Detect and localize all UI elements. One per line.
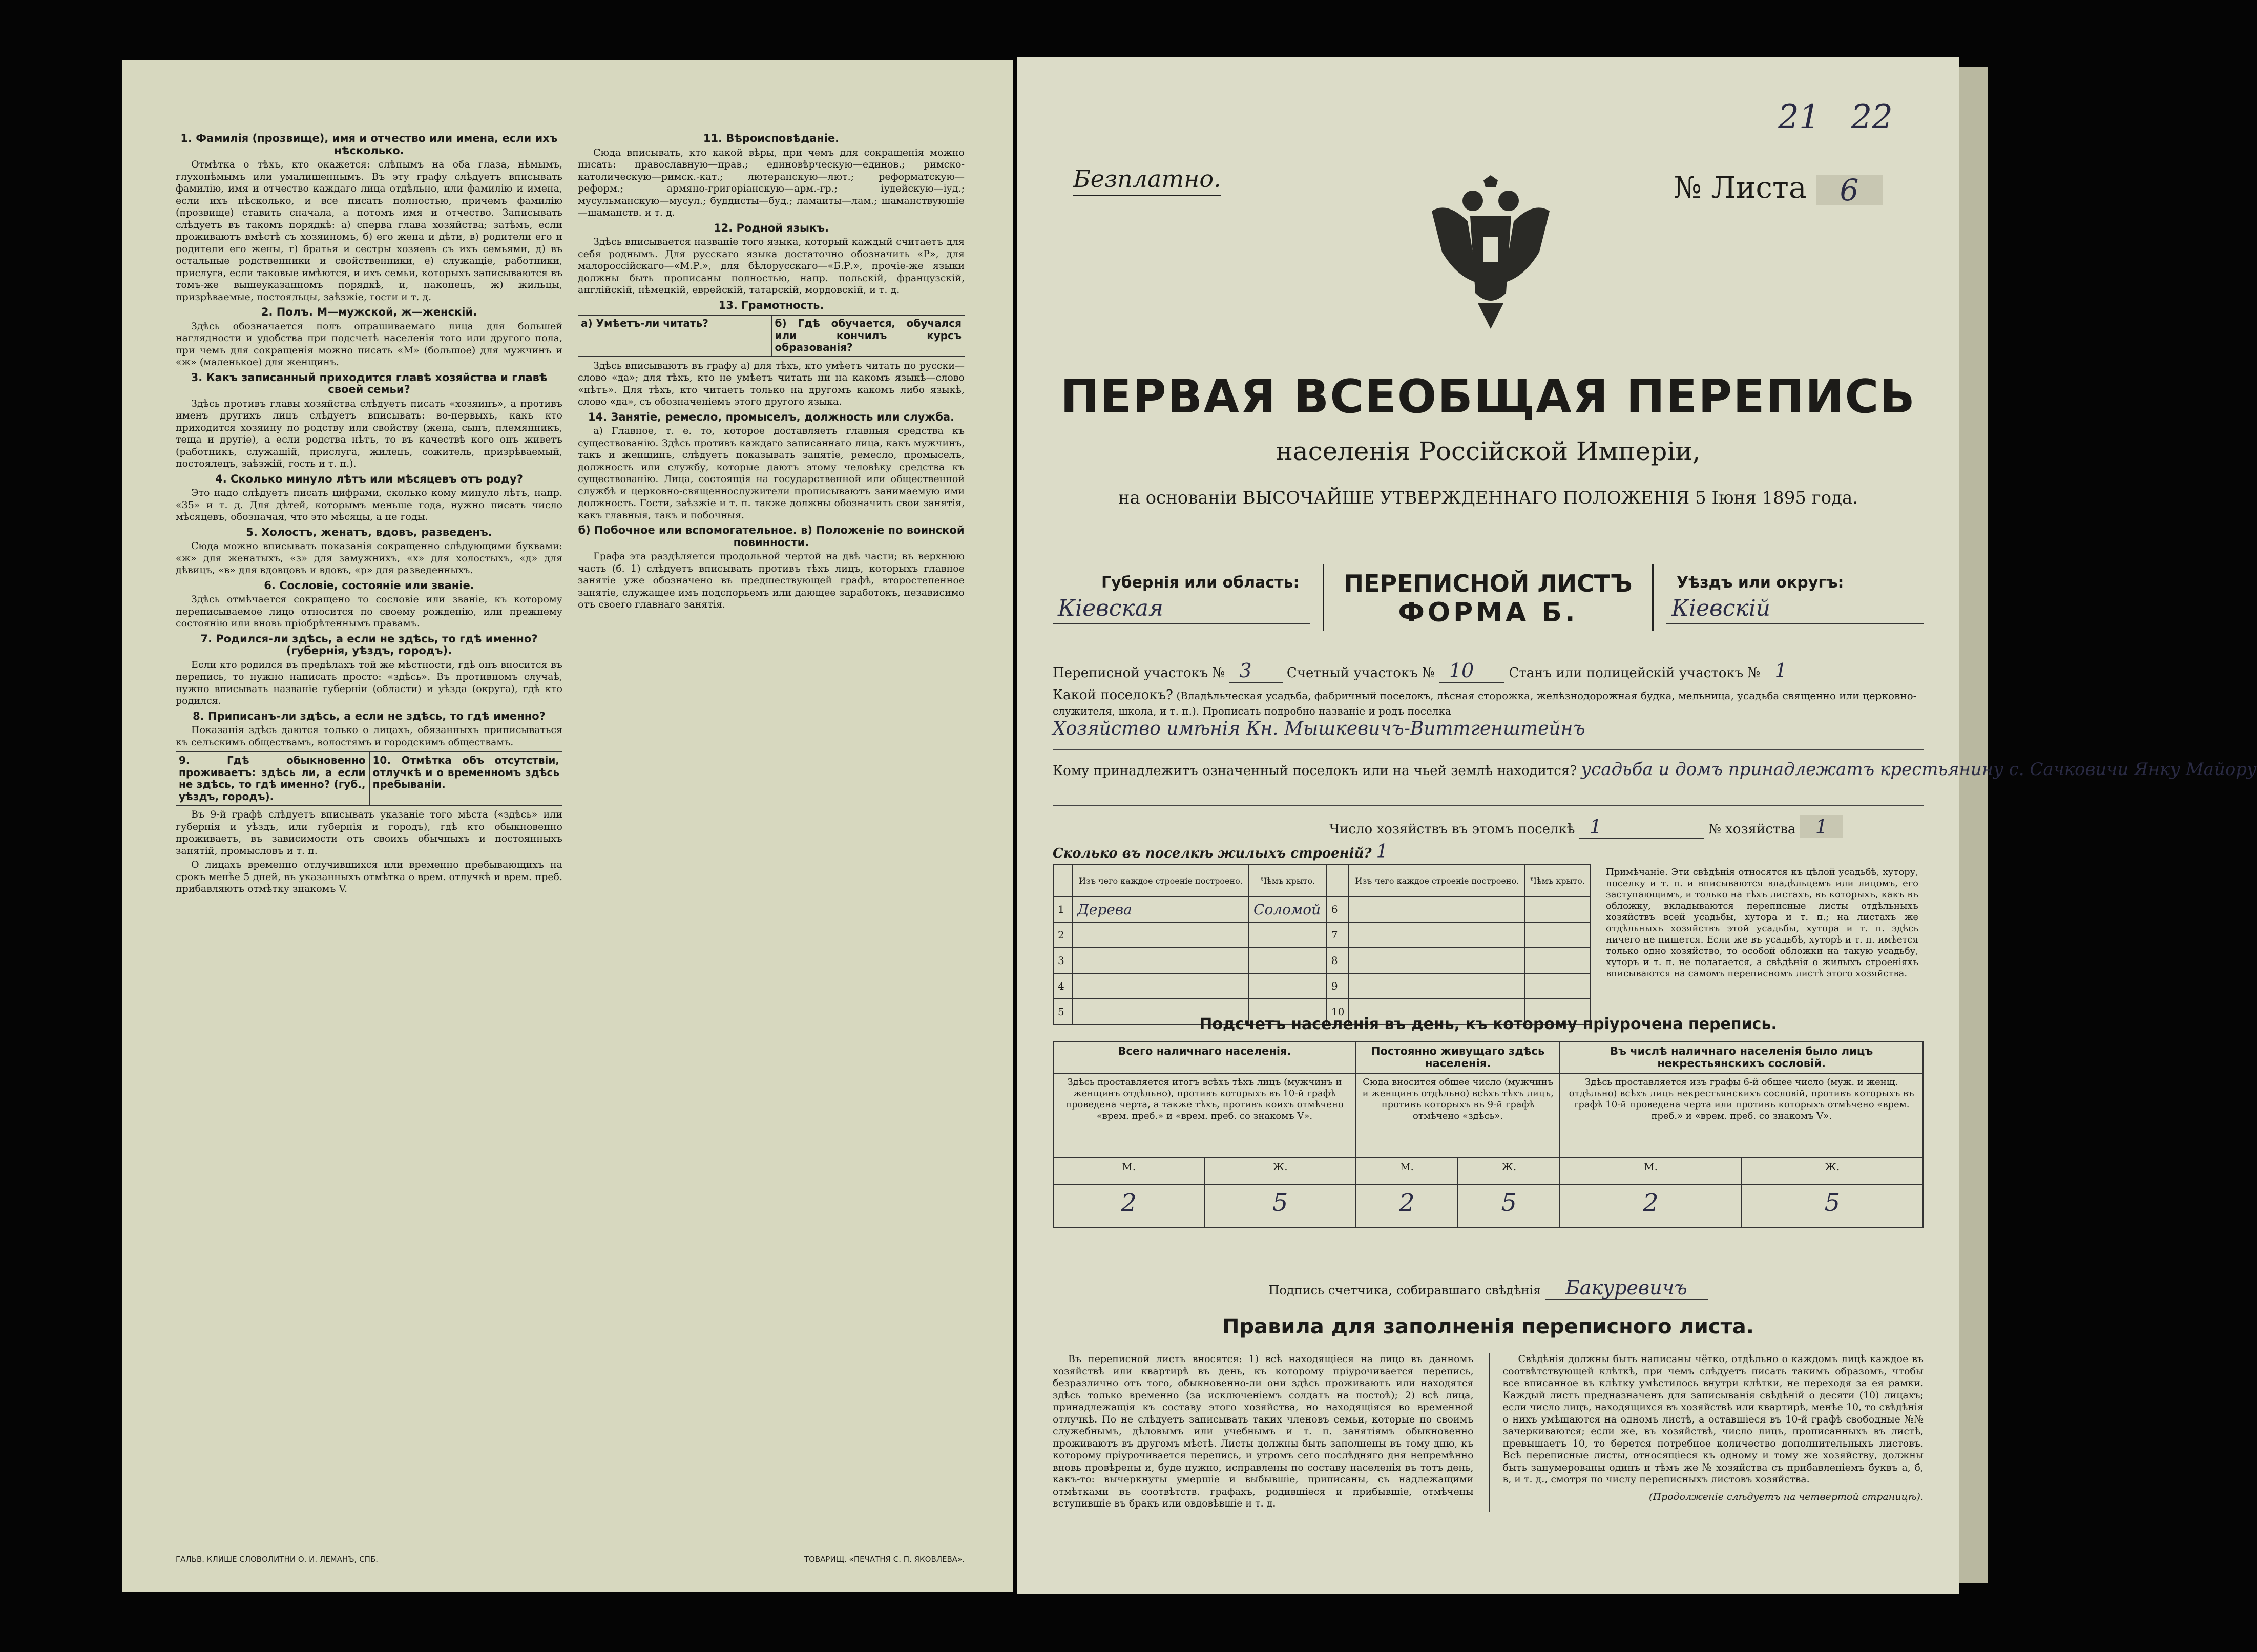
count-description: Здѣсь проставляется изъ графы 6-й общее число (муж. и женщ. отдѣльно) всѣхъ лицъ некрестьянскихъ сословій, противъ которыхъ въ графѣ 10-й проведена черта или противъ которыхъ отмѣчено «врем. преб.» и «врем. преб. со знакомъ V». [1560, 1073, 1923, 1157]
row-number: 4 [1053, 973, 1073, 999]
printer-credit-left: ГАЛЬВ. КЛИШЕ СЛОВОЛИТНИ О. И. ЛЕМАНЪ, СПБ. [176, 1555, 379, 1564]
rules-text: Въ переписной листъ вносятся: 1) всѣ находящіеся на лицо въ данномъ хозяйствѣ или квартирѣ въ день, къ которому пріурочивается перепись, безразлично отъ того, обыкновенно-ли они здѣсь проживаютъ или находятся здѣсь только временно (за исключеніемъ солдатъ на постоѣ); 2) всѣ лица, принадлежащія къ составу этого хозяйства, но находящіяся во временной отлучкѣ. По не слѣдуетъ записывать таких членовъ семьи, которые по своимъ служебнымъ, дѣловымъ или учебнымъ и т. п. занятіямъ обыкновенно проживаютъ въ другомъ мѣстѣ. Листы должны быть заполнены въ тому дню, къ которому пріурочивается перепись, и утромъ сего послѣдняго дня непремѣнно вновь провѣрены и, буде нужно, исправлены по составу населенія въ тотъ день, какъ-то: вычеркнуты умершіе и выбывшіе, приписаны, съ надлежащими отмѣтками въ соотвѣтств. графахъ, родившіеся и прибывшіе, отмѣчены вступившіе въ бракъ или овдовѣвшіе и т. д. [1053, 1353, 1474, 1509]
folio-number: 21 [1778, 98, 1820, 136]
table-header-row [1053, 865, 1590, 896]
folio-numbers [1778, 98, 1893, 136]
section-text: О лицахъ временно отлучившихся или временно пребывающихъ на срокъ менѣе 5 дней, въ указанныхъ отмѣтка о врем. отлучкѣ и врем. преб. прибавляютъ отмѣтку знакомъ V. [176, 859, 562, 894]
sheet-number-value: 6 [1816, 175, 1883, 205]
printer-credit-right: ТОВАРИЩ. «ПЕЧАТНЯ С. П. ЯКОВЛЕВА». [804, 1555, 965, 1564]
female-label: Ж. [1742, 1157, 1923, 1185]
roof-cell [1525, 896, 1590, 922]
roof-cell [1249, 922, 1327, 948]
roof-cell [1249, 948, 1327, 973]
count-title: Подсчетъ населенія въ день, къ которому пріурочена перепись. [1199, 1015, 1777, 1033]
section-text: Здѣсь вписывается названіе того языка, который каждый считаетъ для себя роднымъ. Для русскаго языка достаточно обозначить «Р», для малороссійскаго—«М.Р.», для бѣлорусскаго—«Б.Р.», прочіе-же языки должны быть прописаны полностью, напр. польскій, французскій, англійскій, нѣмецкій, еврейскій, татарскій, мордовскій, и т. д. [578, 236, 965, 296]
pair-heading-left: 9. Гдѣ обыкновенно проживаетъ: здѣсь ли, а если не здѣсь, то гдѣ именно? (губ., уѣздъ, городъ). [179, 754, 366, 803]
row-number: 8 [1327, 948, 1349, 973]
row-number: 5 [1053, 999, 1073, 1024]
section-text: Сюда можно вписывать показанія сокращенно слѣдующими буквами: «ж» для женатыхъ, «з» для замужнихъ, «х» для холостыхъ, «д» для дѣвицъ, «в» для вдовцовъ и вдовъ, «р» для разведенныхъ. [176, 540, 562, 576]
table-row [1053, 973, 1590, 999]
stan-label: Станъ или полицейскій участокъ № [1509, 665, 1761, 681]
section-heading: 5. Холостъ, женатъ, вдовъ, разведенъ. [246, 526, 492, 538]
table-row [1053, 922, 1590, 948]
table-header-cell: Чѣмъ крыто. [1525, 865, 1590, 896]
section-heading: 4. Сколько минуло лѣтъ или мѣсяцевъ отъ роду? [215, 472, 523, 485]
buildings-value: 1 [1376, 841, 1388, 862]
male-count: 2 [1053, 1185, 1204, 1228]
household-number-label: № хозяйства [1708, 822, 1796, 837]
roof-cell [1525, 973, 1590, 999]
section-heading: 6. Сословіе, состояніе или званіе. [264, 579, 474, 592]
section-heading: 8. Приписанъ-ли здѣсь, а если не здѣсь, то гдѣ именно? [193, 709, 546, 722]
material-cell [1349, 948, 1525, 973]
subtitle-decree: на основаніи ВЫСОЧАЙШЕ УТВЕРЖДЕННАГО ПОЛОЖЕНІЯ 5 Іюня 1895 года. [1118, 488, 1858, 508]
census-section-value: 3 [1229, 659, 1282, 683]
household-number-value: 1 [1800, 815, 1843, 838]
rules-section [1053, 1353, 1924, 1512]
table-row [1053, 948, 1590, 973]
count-heading: Въ числѣ наличнаго населенія было лицъ некрестьянскихъ сословій. [1560, 1041, 1923, 1073]
double-headed-eagle-emblem-icon [1422, 165, 1560, 334]
left-page [122, 60, 1013, 1592]
province-label: Губернія или область: [1101, 574, 1300, 592]
sheet-number [1674, 170, 1883, 205]
form-header-band [1053, 564, 1924, 631]
province-value: Кіевская [1053, 595, 1310, 624]
section-heading: б) Побочное или вспомогательное. в) Положеніе по воинской повинности. [578, 524, 965, 549]
section-heading: 13. Грамотность. [718, 299, 824, 311]
rules-title: Правила для заполненія переписного листа. [1222, 1315, 1754, 1339]
buildings-row [1053, 841, 1924, 862]
section-text: Графа эта раздѣляется продольной чертой на двѣ части; въ верхнюю часть (б. 1) слѣдуетъ вписывать противъ тѣхъ лицъ, которыхъ главное занятіе уже обозначено въ предшествующей графѣ, второстепенное занятіе, служащее имъ подспорьемъ или дающее заработокъ, независимо отъ своего главнаго занятія. [578, 551, 965, 610]
table-header-cell: Чѣмъ крыто. [1249, 865, 1327, 896]
roof-cell [1249, 973, 1327, 999]
owner-line [1053, 775, 1924, 806]
households-label: Число хозяйствъ въ этомъ поселкѣ [1329, 822, 1575, 837]
material-cell [1349, 896, 1525, 922]
households-value: 1 [1579, 815, 1704, 839]
free-label: Безплатно. [1073, 165, 1221, 196]
literacy-heading-right: б) Гдѣ обучается, обучался или кончилъ курсъ образованія? [771, 316, 965, 356]
enumerator-signature-row [1017, 1277, 1959, 1299]
rules-column-1 [1053, 1353, 1474, 1512]
pair-heading-right: 10. Отмѣтка объ отсутствіи, отлучкѣ и о временномъ здѣсь пребываніи. [369, 752, 563, 805]
district-value: Кіевскій [1666, 595, 1924, 624]
settlement-label: Какой поселокъ? [1053, 687, 1173, 703]
census-section-label: Переписной участокъ № [1053, 665, 1225, 681]
table-header-cell: Изъ чего каждое строеніе построено. [1349, 865, 1525, 896]
signature-label: Подпись счетчика, собиравшаго свѣдѣнія [1268, 1283, 1541, 1298]
section-text: Здѣсь вписываютъ въ графу а) для тѣхъ, кто умѣетъ читать по русски—слово «да»; для тѣхъ, кто не умѣетъ читать ни на какомъ языкѣ—слово «нѣтъ». Для тѣхъ, кто читаетъ только на другомъ какомъ либо языкѣ, слово «да», съ обозначеніемъ этого другого языка. [578, 360, 965, 407]
folio-number: 22 [1851, 98, 1893, 136]
table-row [1053, 896, 1590, 922]
female-count: 5 [1458, 1185, 1560, 1228]
rules-text: Свѣдѣнія должны быть написаны чётко, отдѣльно о каждомъ лицѣ каждое въ соотвѣтствующей клѣткѣ, при чемъ слѣдуетъ писать такимъ образомъ, чтобы все вписанное въ клѣтку умѣстилось внутри клѣтки, не переходя за ея рамки. Каждый листъ предназначенъ для записыванія свѣдѣній о десяти (10) лицахъ; если число лицъ, находящихся въ хозяйствѣ или квартирѣ, менѣе 10, то свѣдѣнія о нихъ умѣщаются на одномъ листѣ, а оставшіеся въ 10-й графѣ свободные №№ зачеркиваются; если же, въ хозяйствѣ, число лицъ, прописанныхъ въ листѣ, превышаетъ 10, то берется потребное количество дополнительныхъ листовъ. Всѣ переписные листы, относящіеся къ одному и тому же хозяйству, должны быть занумерованы одинъ и тѣмъ же № хозяйства съ прибавленіемъ буквъ а, б, в, и т. д., смотря по числу переписныхъ листовъ хозяйства. [1502, 1353, 1924, 1485]
male-label: М. [1356, 1157, 1458, 1185]
section-text: Въ 9-й графѣ слѣдуетъ вписывать указаніе того мѣста («здѣсь» или губернія и уѣздъ, или губернія и городъ), гдѣ кто обыкновенно проживаетъ, въ зависимости отъ своихъ обычныхъ и постоянныхъ занятій, промысловъ и т. п. [176, 809, 562, 856]
sheet-number-label: № Листа [1674, 170, 1807, 205]
male-count: 2 [1560, 1185, 1741, 1228]
row-number: 10 [1327, 999, 1349, 1024]
form-name: ФОРМА Б. [1398, 597, 1578, 628]
female-label: Ж. [1458, 1157, 1560, 1185]
count-heading: Постоянно живущаго здѣсь населенія. [1356, 1041, 1560, 1073]
population-count-table [1053, 1041, 1924, 1228]
remark-note: Примѣчаніе. Эти свѣдѣнія относятся къ цѣлой усадьбѣ, хутору, поселку и т. п. и вписываются владѣльцемъ или лицомъ, его заступающимъ, и только на тѣхъ листахъ, въ которыхъ, какъ въ обложку, вкладываются переписные листы отдѣльныхъ хозяйствъ всей усадьбы, хутора и т. п.; на листахъ же отдѣльныхъ хозяйствъ этой усадьбы, хутора и т. п. здѣсь ничего не пишется. Если же въ усадьбѣ, хуторѣ и т. п. имѣется только одно хозяйство, то особой обложки на такую усадьбу, хуторъ и т. п. не полагается, а свѣдѣнія о жилыхъ строеніяхъ вписываются на самомъ переписномъ листѣ этого хозяйства. [1606, 867, 1918, 979]
signature-value: Бакуревичъ [1545, 1277, 1708, 1300]
table-header-cell [1053, 865, 1073, 896]
district-label: Уѣздъ или округъ: [1677, 574, 1844, 592]
material-cell [1349, 973, 1525, 999]
row-number: 3 [1053, 948, 1073, 973]
left-column-2 [578, 130, 965, 1513]
rules-column-2 [1489, 1353, 1924, 1512]
literacy-heading-left: а) Умѣетъ-ли читать? [581, 317, 708, 329]
row-number: 7 [1327, 922, 1349, 948]
count-section-label: Счетный участокъ № [1286, 665, 1435, 681]
row-number: 9 [1327, 973, 1349, 999]
subtitle: населенія Россійской Имперіи, [1276, 436, 1701, 466]
literacy-heading [578, 315, 965, 357]
section-text: а) Главное, т. е. то, которое доставляетъ главныя средства къ существованію. Здѣсь противъ каждаго записаннаго лица, какъ мужчинъ, такъ и женщинъ, слѣдуетъ показывать занятіе, ремесло, промыселъ, должность или службу, которые даютъ этому человѣку средства къ существованію. Лица, состоящія на государственной или общественной службѣ и церковно-священнослужители прописываютъ занимаемую ими должность. Гости, заѣзжіе и т. п. также должны обозначить свои занятія, какъ главныя, такъ и побочныя. [578, 425, 965, 521]
count-section-value: 10 [1439, 659, 1504, 683]
roof-cell [1525, 948, 1590, 973]
section-text: Здѣсь противъ главы хозяйства слѣдуетъ писать «хозяинъ», а противъ именъ другихъ лицъ слѣдуетъ вписывать: во-первыхъ, какъ кто приходится хозяину по родству или свойству (жена, сынъ, племянникъ, теща и другіе), а если родства нѣтъ, то въ качествѣ кого онъ живетъ (работникъ, служащій, прислуга, жилецъ, сожитель, призрѣваемый, постоялецъ, заѣзжій, гость и т. п.). [176, 398, 562, 469]
table-header-cell: Изъ чего каждое строеніе построено. [1073, 865, 1249, 896]
section-text: Отмѣтка о тѣхъ, кто окажется: слѣпымъ на оба глаза, нѣмымъ, глухонѣмымъ или умалишеннымъ. Въ эту графу слѣдуетъ вписывать фамилію, имя и отчество каждаго лица отдѣльно, или фамилію и имена, если ихъ нѣсколько, и все писать полностью, причемъ фамилію (прозвище) ставить сначала, а потомъ имя и отчество. Записывать слѣдуетъ въ такомъ порядкѣ: а) сперва глава хозяйства; затѣмъ, если проживаютъ вмѣстѣ съ хозяиномъ, б) его жена и дѣти, в) родители его и родители его жены, г) братья и сестры хозяевъ съ ихъ семьями, д) въ остальные родственники и свойственники, е) служащіе, работники, прислуга, если таковые имѣются, и ихъ семьи, которыхъ записываются въ томъ-же вышеуказанномъ порядкѣ, и, наконецъ, ж) жильцы, призрѣваемые, постояльцы, заѣзжіе, гости и т. д. [176, 159, 562, 303]
count-description: Здѣсь проставляется итогъ всѣхъ тѣхъ лицъ (мужчинъ и женщинъ отдѣльно), противъ которыхъ въ 10-й графѣ проведена черта, а также тѣхъ, противъ коихъ отмѣчено «врем. преб.» и «врем. преб. со знакомъ V». [1053, 1073, 1356, 1157]
owner-value: усадьба и домъ принадлежатъ крестьянину с. Сачковичи Янку Майору [1581, 759, 2257, 780]
roof-cell [1525, 922, 1590, 948]
page-title: ПЕРВАЯ ВСЕОБЩАЯ ПЕРЕПИСЬ [1060, 370, 1916, 424]
stan-value: 1 [1774, 659, 1787, 682]
buildings-table [1053, 864, 1591, 1025]
roof-cell: Соломой [1249, 896, 1327, 922]
male-label: М. [1560, 1157, 1741, 1185]
material-cell [1349, 922, 1525, 948]
female-count: 5 [1204, 1185, 1355, 1228]
right-page [1017, 57, 2257, 1594]
section-heading: 14. Занятіе, ремесло, промыселъ, должность или служба. [588, 410, 955, 423]
count-description: Сюда вносится общее число (мужчинъ и женщинъ отдѣльно) всѣхъ тѣхъ лицъ, противъ которыхъ въ 9-й графѣ отмѣчено «здѣсь». [1356, 1073, 1560, 1157]
owner-label: Кому принадлежитъ означенный поселокъ или на чьей землѣ находится? [1053, 763, 1577, 779]
count-heading: Всего наличнаго населенія. [1053, 1041, 1356, 1073]
female-label: Ж. [1204, 1157, 1355, 1185]
row-number: 2 [1053, 922, 1073, 948]
material-cell [1073, 948, 1249, 973]
settlement-row [1053, 687, 1924, 719]
section-text: Это надо слѣдуетъ писать цифрами, сколько кому минуло лѣтъ, напр. «35» и т. д. Для дѣтей, которымъ меньше года, нужно писать число мѣсяцевъ, обозначая, что это мѣсяцы, а не годы. [176, 487, 562, 522]
row-number: 1 [1053, 896, 1073, 922]
section-heading: 1. Фамилія (прозвище), имя и отчество или имена, если ихъ нѣсколько. [180, 132, 558, 157]
material-cell [1073, 922, 1249, 948]
male-count: 2 [1356, 1185, 1458, 1228]
left-column-1 [176, 130, 562, 1513]
male-label: М. [1053, 1157, 1204, 1185]
row-number: 6 [1327, 896, 1349, 922]
continued-note: (Продолженіе слѣдуетъ на четвертой страницѣ). [1649, 1491, 1924, 1502]
section-text: Показанія здѣсь даются только о лицахъ, обязанныхъ приписываться къ сельскимъ обществамъ, волостямъ и городскимъ обществамъ. [176, 724, 562, 748]
column-pair-heading [176, 751, 562, 806]
households-row [1053, 815, 1924, 838]
section-text: Если кто родился въ предѣлахъ той же мѣстности, гдѣ онъ вносится въ перепись, то нужно написать просто: «здѣсь». Въ противномъ случаѣ, нужно вписывать названіе губерніи (области) и уѣзда (округа), гдѣ кто родился. [176, 659, 562, 706]
section-text: Здѣсь отмѣчается сокращено то сословіе или званіе, къ которому переписываемое лицо относится по своему рожденію, или прежнему состоянію или вновь пріобрѣтеннымъ правамъ. [176, 594, 562, 629]
form-title: ПЕРЕПИСНОЙ ЛИСТЪ [1344, 570, 1633, 597]
sections-row [1053, 659, 1924, 682]
section-text: Здѣсь обозначается полъ опрашиваемаго лица для большей наглядности и удобства при подсчетѣ населенія того или другого пола, при чемъ для сокращенія можно писать «М» (большое) для мужчинъ и «ж» (маленькое) для женщинъ. [176, 320, 562, 368]
section-heading: 12. Родной языкъ. [714, 221, 829, 234]
settlement-value: Хозяйство имѣнія Кн. Мышкевичъ-Виттгенштейнъ [1053, 718, 1924, 750]
table-header-cell [1327, 865, 1349, 896]
section-heading: 2. Полъ. М—мужской, ж—женскій. [261, 306, 477, 318]
buildings-label: Сколько въ поселкѣ жилыхъ строеній? [1053, 846, 1372, 861]
section-heading: 3. Какъ записанный приходится главѣ хозяйства и главѣ своей семьи? [191, 371, 548, 395]
section-text: Сюда вписывать, кто какой вѣры, при чемъ для сокращенія можно писать: православную—прав.; единовѣрческую—единов.; римско-католическую—римск.-кат.; лютеранскую—лют.; реформатскую—реформ.; армяно-григоріанскую—арм.-гр.; іудейскую—іуд.; мусульманскую—мусул.; буддисты—буд.; ламаиты—лам.; шаманствующіе—шаманств. и т. д. [578, 147, 965, 218]
material-cell: Дерева [1073, 896, 1249, 922]
section-heading: 11. Вѣроисповѣданіе. [703, 132, 840, 144]
female-count: 5 [1742, 1185, 1923, 1228]
settlement-hint: (Владѣльческая усадьба, фабричный поселокъ, лѣсная сторожка, желѣзнодорожная будка, мельница, усадьба священно или церковно-служителя, школа, и т. п.). Прописать подробно названіе и родъ поселка [1053, 689, 1917, 717]
material-cell [1073, 973, 1249, 999]
section-heading: 7. Родился-ли здѣсь, а если не здѣсь, то гдѣ именно? (губернія, уѣздъ, городъ). [200, 632, 538, 657]
